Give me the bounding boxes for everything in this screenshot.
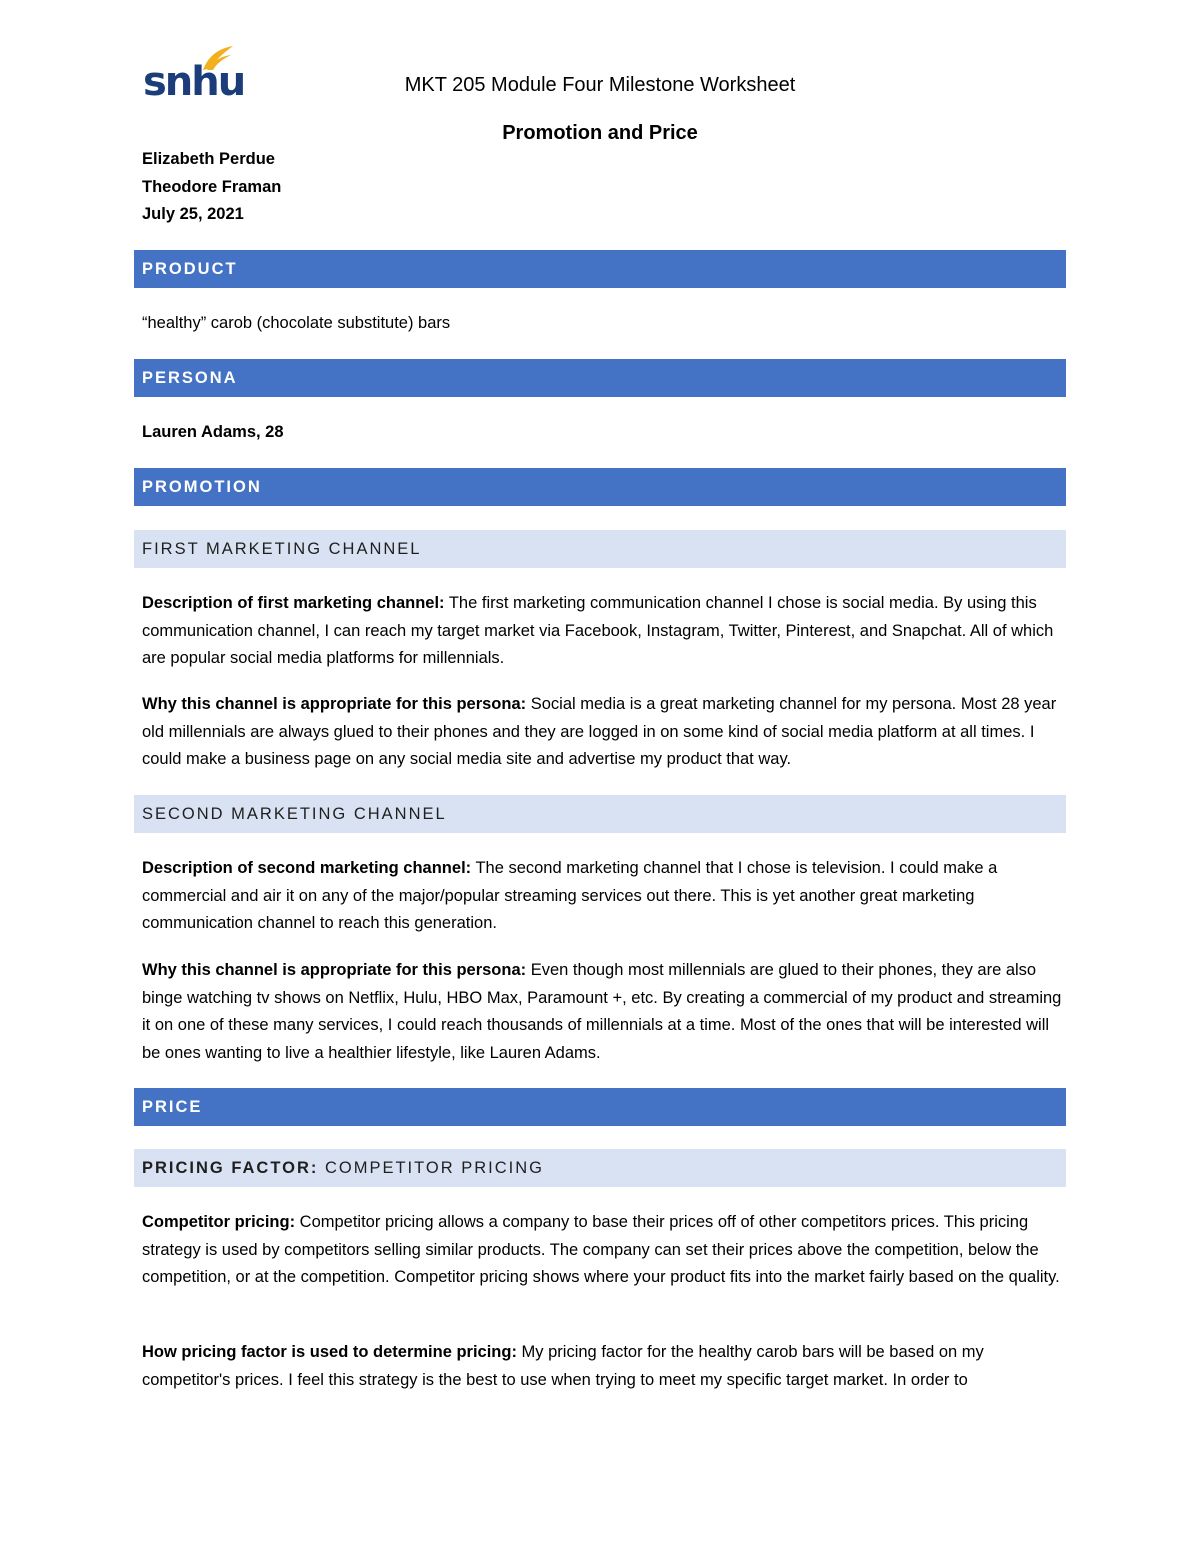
section-heading-product: PRODUCT [134,250,1066,288]
section-heading-persona: PERSONA [134,359,1066,397]
document-title: MKT 205 Module Four Milestone Worksheet [404,74,796,96]
student-name: Elizabeth Perdue [142,150,275,168]
competitor-pricing-paragraph [142,1209,1067,1292]
document-subtitle: Promotion and Price [502,122,698,144]
first-channel-description-label: Description of first marketing channel: [142,594,445,612]
section-heading-price: PRICE [134,1088,1066,1126]
first-channel-description [142,590,1067,673]
second-channel-description-text: The second marketing channel that I chose is television. I could make a commercial and air it on any of the major/popular streaming services out there. This is yet another great marketing communication channel to reach this generation. [142,859,998,932]
first-channel-description-text: The first marketing communication channel I chose is social media. By using this communication channel, I can reach my target market via Facebook, Instagram, Twitter, Pinterest, and Snapchat. All of which are popular social media platforms for millennials. [142,594,1054,667]
section-heading-promotion: PROMOTION [134,468,1066,506]
second-channel-description-label: Description of second marketing channel: [142,859,472,877]
pricing-usage-text: My pricing factor for the healthy carob bars will be based on my competitor's prices. I feel this strategy is the best to use when trying to meet my specific target market. In order to [142,1343,984,1389]
first-channel-rationale-label: Why this channel is appropriate for this persona: [142,695,527,713]
second-channel-rationale-text: Even though most millennials are glued to their phones, they are also binge watching tv shows on Netflix, Hulu, HBO Max, Paramount +, etc. By creating a commercial of my product and streaming it on one of these many services, I could reach thousands of millennials at a time. Most of the ones that will be interested will be ones wanting to live a healthier lifestyle, like Lauren Adams. [142,961,1062,1062]
subsection-heading-first-channel: FIRST MARKETING CHANNEL [134,530,1066,568]
document-date: July 25, 2021 [142,205,244,223]
instructor-name: Theodore Framan [142,178,282,196]
subsection-heading-second-channel: SECOND MARKETING CHANNEL [134,795,1066,833]
product-text: “healthy” carob (chocolate substitute) bars [142,314,451,332]
persona-text: Lauren Adams, 28 [142,423,284,441]
competitor-pricing-text: Competitor pricing allows a company to base their prices off of other competitors prices. This pricing strategy is used by competitors selling similar products. The company can set their prices above the competition, below the competition, or at the competition. Competitor pricing shows where your product fits into the market fairly based on the quality. [142,1213,1060,1286]
pricing-factor-value: COMPETITOR PRICING [318,1159,544,1177]
first-channel-rationale [142,691,1067,774]
subsection-heading-pricing-factor [134,1149,1066,1187]
second-channel-description [142,855,1067,938]
pricing-usage-paragraph [142,1339,1067,1394]
second-channel-rationale [142,957,1067,1067]
pricing-usage-label: How pricing factor is used to determine pricing: [142,1343,517,1361]
logo-wordmark: snhu [143,59,245,105]
first-channel-rationale-text: Social media is a great marketing channel for my persona. Most 28 year old millennials are always glued to their phones and they are logged in on some kind of social media platform at all times. I could make a business page on any social media site and advertise my product that way. [142,695,1057,768]
competitor-pricing-label: Competitor pricing: [142,1213,296,1231]
pricing-factor-label: PRICING FACTOR: [142,1159,319,1177]
second-channel-rationale-label: Why this channel is appropriate for this persona: [142,961,527,979]
